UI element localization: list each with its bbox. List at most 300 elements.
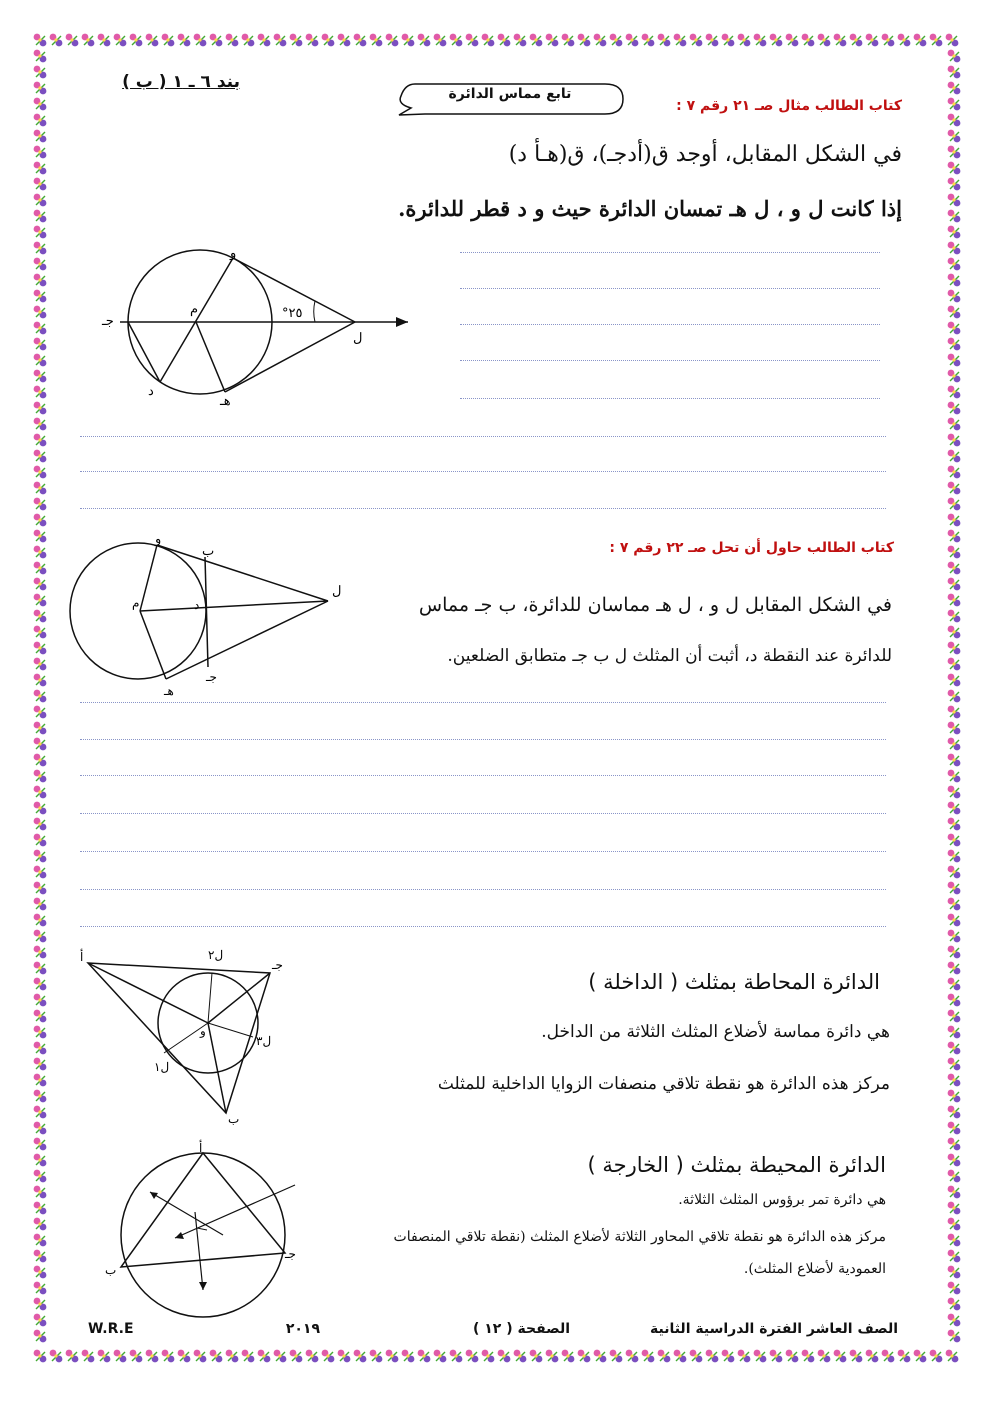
border-flower <box>34 1266 47 1279</box>
border-flower <box>948 178 961 191</box>
border-flower <box>948 1266 961 1279</box>
border-flower <box>882 34 895 47</box>
border-flower <box>98 1350 111 1363</box>
border-flower <box>850 1350 863 1363</box>
border-flower <box>948 1010 961 1023</box>
border-flower <box>948 1042 961 1055</box>
fig1-angle: °٢٥ <box>282 306 303 321</box>
border-flower <box>34 1090 47 1103</box>
border-flower <box>514 34 527 47</box>
border-flower <box>130 34 143 47</box>
border-flower <box>948 274 961 287</box>
border-flower <box>34 1186 47 1199</box>
border-flower <box>34 962 47 975</box>
border-flower <box>34 674 47 687</box>
border-flower <box>290 1350 303 1363</box>
border-flower <box>948 962 961 975</box>
border-flower <box>114 1350 127 1363</box>
border-flower <box>948 482 961 495</box>
fig3-label-a: أ <box>80 950 84 964</box>
border-flower <box>274 1350 287 1363</box>
fig3-label-w: و <box>200 1024 206 1038</box>
border-flower <box>948 786 961 799</box>
answer-line <box>460 288 880 289</box>
border-flower <box>948 578 961 591</box>
border-flower <box>210 1350 223 1363</box>
fig3-label-b: ب <box>228 1112 240 1126</box>
border-flower <box>146 34 159 47</box>
border-flower <box>34 66 47 79</box>
border-flower <box>642 1350 655 1363</box>
answer-line <box>80 926 886 927</box>
border-flower <box>914 1350 927 1363</box>
answer-line <box>80 813 886 814</box>
border-flower <box>658 1350 671 1363</box>
fig2-label-h: هـ <box>164 684 174 698</box>
border-flower <box>948 674 961 687</box>
border-flower <box>34 706 47 719</box>
tangent-figure-2 <box>70 532 360 705</box>
fig3-label-j: جـ <box>272 958 283 972</box>
border-flower <box>498 34 511 47</box>
fig2-label-b: ب <box>202 544 215 559</box>
border-flower <box>482 1350 495 1363</box>
border-flower <box>786 1350 799 1363</box>
border-flower <box>948 514 961 527</box>
border-flower <box>948 242 961 255</box>
answer-line <box>80 508 886 509</box>
border-flower <box>34 1042 47 1055</box>
border-flower <box>66 1350 79 1363</box>
answer-line <box>460 324 880 325</box>
border-flower <box>626 34 639 47</box>
tangent-figure-1 <box>90 245 420 415</box>
border-flower <box>948 690 961 703</box>
border-flower <box>594 34 607 47</box>
exercise-line-2: للدائرة عند النقطة د، أثبت أن المثلث ل ب جـ متطابق الضلعين. <box>447 646 892 666</box>
border-flower <box>948 546 961 559</box>
border-flower <box>34 530 47 543</box>
border-flower <box>948 354 961 367</box>
border-flower <box>948 754 961 767</box>
border-flower <box>34 466 47 479</box>
border-flower <box>546 1350 559 1363</box>
border-flower <box>514 1350 527 1363</box>
border-flower <box>98 34 111 47</box>
border-flower <box>34 354 47 367</box>
border-flower <box>418 1350 431 1363</box>
border-flower <box>34 1250 47 1263</box>
answer-line <box>80 702 886 703</box>
border-flower <box>770 34 783 47</box>
border-flower <box>948 1074 961 1087</box>
border-flower <box>66 34 79 47</box>
answer-line <box>460 360 880 361</box>
border-flower <box>34 514 47 527</box>
border-flower <box>242 34 255 47</box>
border-flower <box>34 386 47 399</box>
border-flower <box>34 898 47 911</box>
border-flower <box>434 1350 447 1363</box>
border-flower <box>948 802 961 815</box>
border-flower <box>306 1350 319 1363</box>
border-flower <box>34 930 47 943</box>
border-flower <box>818 1350 831 1363</box>
border-flower <box>946 34 959 47</box>
border-flower <box>658 34 671 47</box>
border-flower <box>610 1350 623 1363</box>
border-flower <box>34 498 47 511</box>
border-flower <box>34 1154 47 1167</box>
border-flower <box>482 34 495 47</box>
fig2-label-d: د <box>194 598 200 612</box>
border-flower <box>34 770 47 783</box>
border-flower <box>948 946 961 959</box>
border-flower <box>50 1350 63 1363</box>
border-flower <box>34 290 47 303</box>
border-flower <box>34 1058 47 1071</box>
border-flower <box>34 658 47 671</box>
border-flower <box>34 642 47 655</box>
border-flower <box>948 994 961 1007</box>
border-flower <box>948 818 961 831</box>
border-flower <box>642 34 655 47</box>
border-flower <box>34 1170 47 1183</box>
border-flower <box>706 1350 719 1363</box>
border-flower <box>34 1298 47 1311</box>
border-flower <box>562 34 575 47</box>
border-flower <box>34 1202 47 1215</box>
border-flower <box>948 290 961 303</box>
border-flower <box>34 258 47 271</box>
border-flower <box>948 770 961 783</box>
answer-line <box>80 889 886 890</box>
border-flower <box>34 178 47 191</box>
fig2-label-m: م <box>132 596 140 610</box>
border-flower <box>34 450 47 463</box>
border-flower <box>34 242 47 255</box>
border-flower <box>898 34 911 47</box>
border-flower <box>690 1350 703 1363</box>
border-flower <box>930 1350 943 1363</box>
border-flower <box>530 1350 543 1363</box>
border-flower <box>226 34 239 47</box>
border-flower <box>34 818 47 831</box>
border-flower <box>34 978 47 991</box>
border-flower <box>948 370 961 383</box>
border-flower <box>34 1314 47 1327</box>
border-flower <box>948 898 961 911</box>
border-flower <box>34 610 47 623</box>
border-flower <box>34 1106 47 1119</box>
fig4-label-a: أ <box>199 1141 203 1155</box>
border-flower <box>948 450 961 463</box>
border-flower <box>34 370 47 383</box>
border-flower <box>948 1186 961 1199</box>
border-flower <box>948 114 961 127</box>
border-flower <box>948 82 961 95</box>
border-flower <box>948 258 961 271</box>
answer-line <box>460 252 880 253</box>
border-flower <box>948 1090 961 1103</box>
border-flower <box>948 1106 961 1119</box>
border-flower <box>674 1350 687 1363</box>
exercise-reference: كتاب الطالب حاول أن تحل صـ ٢٢ رقم ٧ : <box>609 540 894 556</box>
border-flower <box>466 34 479 47</box>
border-flower <box>162 34 175 47</box>
border-flower <box>34 786 47 799</box>
circumcircle-text-3: العمودية لأضلاع المثلث). <box>743 1261 886 1277</box>
border-flower <box>738 1350 751 1363</box>
border-flower <box>34 274 47 287</box>
border-flower <box>754 1350 767 1363</box>
border-flower <box>146 1350 159 1363</box>
border-flower <box>34 562 47 575</box>
border-flower <box>434 34 447 47</box>
border-flower <box>354 34 367 47</box>
border-flower <box>114 34 127 47</box>
border-flower <box>850 34 863 47</box>
border-flower <box>530 34 543 47</box>
border-flower <box>418 34 431 47</box>
border-flower <box>258 34 271 47</box>
border-flower <box>626 1350 639 1363</box>
border-flower <box>948 978 961 991</box>
border-flower <box>178 1350 191 1363</box>
border-flower <box>786 34 799 47</box>
border-flower <box>948 882 961 895</box>
border-flower <box>386 34 399 47</box>
border-flower <box>948 1218 961 1231</box>
border-flower <box>948 930 961 943</box>
fig3-label-l2: ل٢ <box>208 948 224 962</box>
border-flower <box>34 418 47 431</box>
border-flower <box>34 1026 47 1039</box>
circumcircle-text-2: مركز هذه الدائرة هو نقطة تلاقي المحاور الثلاثة لأضلاع المثلث (نقطة تلاقي المنصفات <box>393 1229 886 1245</box>
border-flower <box>34 1350 47 1363</box>
border-flower <box>562 1350 575 1363</box>
footer-author: W.R.E <box>88 1321 134 1337</box>
border-flower <box>34 1282 47 1295</box>
border-flower <box>948 1058 961 1071</box>
exercise-line-1: في الشكل المقابل ل و ، ل هـ مماسان للدائرة، ب جـ مماس <box>418 594 892 616</box>
border-flower <box>948 386 961 399</box>
border-flower <box>948 562 961 575</box>
border-flower <box>354 1350 367 1363</box>
bubble-title: تابع مماس الدائرة <box>448 86 572 102</box>
border-flower <box>948 626 961 639</box>
border-flower <box>34 402 47 415</box>
border-flower <box>948 130 961 143</box>
border-flower <box>948 306 961 319</box>
border-flower <box>34 690 47 703</box>
border-flower <box>34 578 47 591</box>
border-flower <box>948 642 961 655</box>
fig1-label-h: هـ <box>220 394 231 409</box>
border-flower <box>578 34 591 47</box>
border-flower <box>914 34 927 47</box>
border-flower <box>210 34 223 47</box>
incircle-figure <box>78 945 298 1126</box>
border-flower <box>948 834 961 847</box>
footer-year: ٢٠١٩ <box>285 1321 320 1337</box>
answer-line <box>80 436 886 437</box>
border-flower <box>290 34 303 47</box>
border-flower <box>386 1350 399 1363</box>
border-flower <box>948 706 961 719</box>
border-flower <box>948 66 961 79</box>
border-flower <box>34 914 47 927</box>
border-flower <box>34 1122 47 1135</box>
border-flower <box>948 1170 961 1183</box>
border-flower <box>258 1350 271 1363</box>
border-flower <box>722 1350 735 1363</box>
footer-grade: الصف العاشر الفترة الدراسية الثانية <box>650 1321 898 1337</box>
border-flower <box>948 210 961 223</box>
fig1-label-j: جـ <box>102 314 114 329</box>
fig2-label-l: ل <box>332 584 342 599</box>
border-flower <box>34 130 47 143</box>
border-flower <box>402 1350 415 1363</box>
border-flower <box>948 738 961 751</box>
border-flower <box>898 1350 911 1363</box>
border-flower <box>194 34 207 47</box>
border-flower <box>578 1350 591 1363</box>
border-flower <box>948 146 961 159</box>
border-flower <box>34 98 47 111</box>
border-flower <box>948 658 961 671</box>
circumcircle-title: الدائرة المحيطة بمثلث ( الخارجة ) <box>587 1153 886 1177</box>
border-flower <box>34 722 47 735</box>
fig2-label-w: و <box>155 532 162 547</box>
border-flower <box>130 1350 143 1363</box>
border-flower <box>306 34 319 47</box>
border-flower <box>34 594 47 607</box>
border-flower <box>498 1350 511 1363</box>
answer-line <box>80 739 886 740</box>
border-flower <box>948 1122 961 1135</box>
border-flower <box>338 34 351 47</box>
border-flower <box>274 34 287 47</box>
border-flower <box>34 1218 47 1231</box>
footer-page: الصفحة ( ١٢ ) <box>472 1321 570 1337</box>
border-flower <box>34 738 47 751</box>
border-flower <box>948 850 961 863</box>
border-flower <box>930 34 943 47</box>
border-flower <box>948 1234 961 1247</box>
fig1-label-w: و <box>230 246 237 261</box>
border-flower <box>594 1350 607 1363</box>
border-flower <box>948 498 961 511</box>
example-line-1: في الشكل المقابل، أوجد ق(أدجـ)، ق(هـأ د) <box>508 142 902 167</box>
border-flower <box>948 610 961 623</box>
border-flower <box>226 1350 239 1363</box>
border-flower <box>34 866 47 879</box>
fig4-label-b: ب <box>105 1263 117 1277</box>
fig1-label-l: ل <box>353 331 363 346</box>
border-flower <box>948 1330 961 1343</box>
border-flower <box>818 34 831 47</box>
border-flower <box>162 1350 175 1363</box>
border-flower <box>948 466 961 479</box>
border-flower <box>948 1282 961 1295</box>
border-flower <box>948 338 961 351</box>
border-flower <box>948 1298 961 1311</box>
answer-line <box>80 851 886 852</box>
border-flower <box>948 322 961 335</box>
border-flower <box>690 34 703 47</box>
border-flower <box>834 1350 847 1363</box>
border-flower <box>34 322 47 335</box>
border-flower <box>706 34 719 47</box>
border-flower <box>866 1350 879 1363</box>
border-flower <box>802 1350 815 1363</box>
border-flower <box>34 946 47 959</box>
border-flower <box>34 306 47 319</box>
border-flower <box>178 34 191 47</box>
border-flower <box>948 1314 961 1327</box>
border-flower <box>948 194 961 207</box>
border-flower <box>34 82 47 95</box>
fig1-label-m: م <box>190 302 199 317</box>
border-flower <box>610 34 623 47</box>
border-flower <box>946 1350 959 1363</box>
fig3-label-l3: ل٣ <box>256 1034 272 1048</box>
border-flower <box>34 1010 47 1023</box>
fig1-label-d: د <box>148 384 154 399</box>
incircle-title: الدائرة المحاطة بمثلث ( الداخلة ) <box>588 970 880 994</box>
border-flower <box>674 34 687 47</box>
border-flower <box>34 1074 47 1087</box>
circumcircle-text-1: هي دائرة تمر برؤوس المثلث الثلاثة. <box>678 1192 886 1208</box>
border-flower <box>948 1026 961 1039</box>
border-flower <box>34 802 47 815</box>
border-flower <box>370 1350 383 1363</box>
border-flower <box>34 162 47 175</box>
section-code: بند ٦ ـ ١ ( ب ) <box>122 72 240 92</box>
border-flower <box>948 594 961 607</box>
border-flower <box>948 1202 961 1215</box>
border-flower <box>546 34 559 47</box>
border-flower <box>948 50 961 63</box>
example-line-2: إذا كانت ل و ، ل هـ تمسان الدائرة حيث و د قطر للدائرة. <box>398 196 902 221</box>
border-flower <box>948 226 961 239</box>
border-flower <box>948 1154 961 1167</box>
border-flower <box>948 914 961 927</box>
border-flower <box>450 1350 463 1363</box>
fig3-label-l1: ل١ <box>154 1060 170 1074</box>
border-flower <box>450 34 463 47</box>
border-flower <box>402 34 415 47</box>
border-flower <box>754 34 767 47</box>
border-flower <box>34 754 47 767</box>
border-flower <box>34 626 47 639</box>
border-flower <box>34 994 47 1007</box>
border-flower <box>948 722 961 735</box>
border-flower <box>34 50 47 63</box>
border-flower <box>948 162 961 175</box>
border-flower <box>34 338 47 351</box>
border-flower <box>338 1350 351 1363</box>
border-flower <box>34 194 47 207</box>
answer-line <box>460 398 880 399</box>
border-flower <box>948 98 961 111</box>
border-flower <box>194 1350 207 1363</box>
answer-line <box>80 471 886 472</box>
border-flower <box>34 1234 47 1247</box>
border-flower <box>370 34 383 47</box>
border-flower <box>466 1350 479 1363</box>
